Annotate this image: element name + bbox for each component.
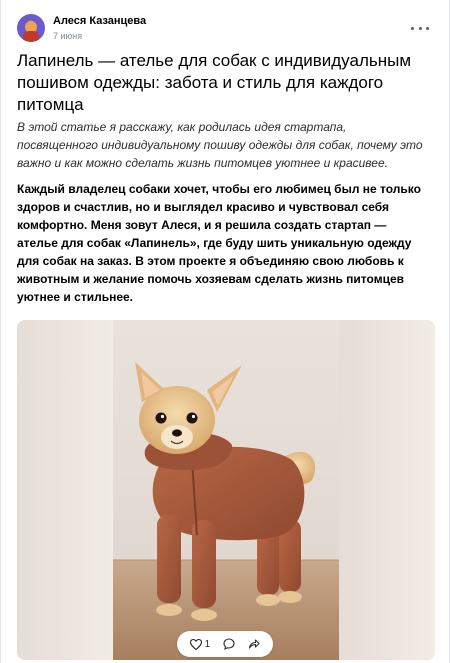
share-icon	[248, 638, 260, 650]
more-horizontal-icon-dot	[426, 27, 429, 30]
author-block	[53, 15, 146, 42]
comment-button[interactable]	[223, 638, 235, 650]
like-button[interactable]	[190, 639, 211, 650]
post-title: Лапинель — ателье для собак с индивидуальным пошивом одежды: забота и стиль для каждого питомца	[17, 51, 412, 114]
dog-in-suit-illustration	[17, 320, 435, 660]
reactions-bar	[177, 631, 273, 657]
avatar[interactable]	[17, 14, 45, 42]
post-date[interactable]: 7 июня	[53, 30, 83, 41]
heart-icon	[190, 639, 202, 650]
post-header	[17, 12, 433, 44]
post-photo[interactable]	[17, 320, 435, 660]
more-horizontal-icon	[411, 27, 414, 30]
avatar-body	[23, 31, 39, 42]
author-name[interactable]: Алеся Казанцева	[53, 14, 147, 27]
more-horizontal-icon-dot	[419, 27, 422, 30]
share-button[interactable]	[248, 638, 260, 650]
comment-icon	[223, 638, 235, 650]
post-body: Каждый владелец собаки хочет, чтобы его любимец был не только здоров и счастлив, но и выглядел красиво и чувствовал себя комфортно. Меня зовут Алеся, и я решила создать стартап — ателье для собак «Лапинель», где буду шить уникальную одежду для собак на заказ. В этом проекте я объединяю свою любовь к животным и желание помочь хозяевам сделать жизнь питомцев уютнее и стильнее.	[17, 182, 421, 304]
more-options-button[interactable]	[411, 22, 429, 34]
like-count: 1	[204, 638, 211, 650]
post-subtitle: В этой статье я расскажу, как родилась идея стартапа, посвященного индивидуальному пошиву одежды для собак, почему это важно и как можно сделать жизнь питомцев уютнее и красивее.	[17, 120, 423, 170]
